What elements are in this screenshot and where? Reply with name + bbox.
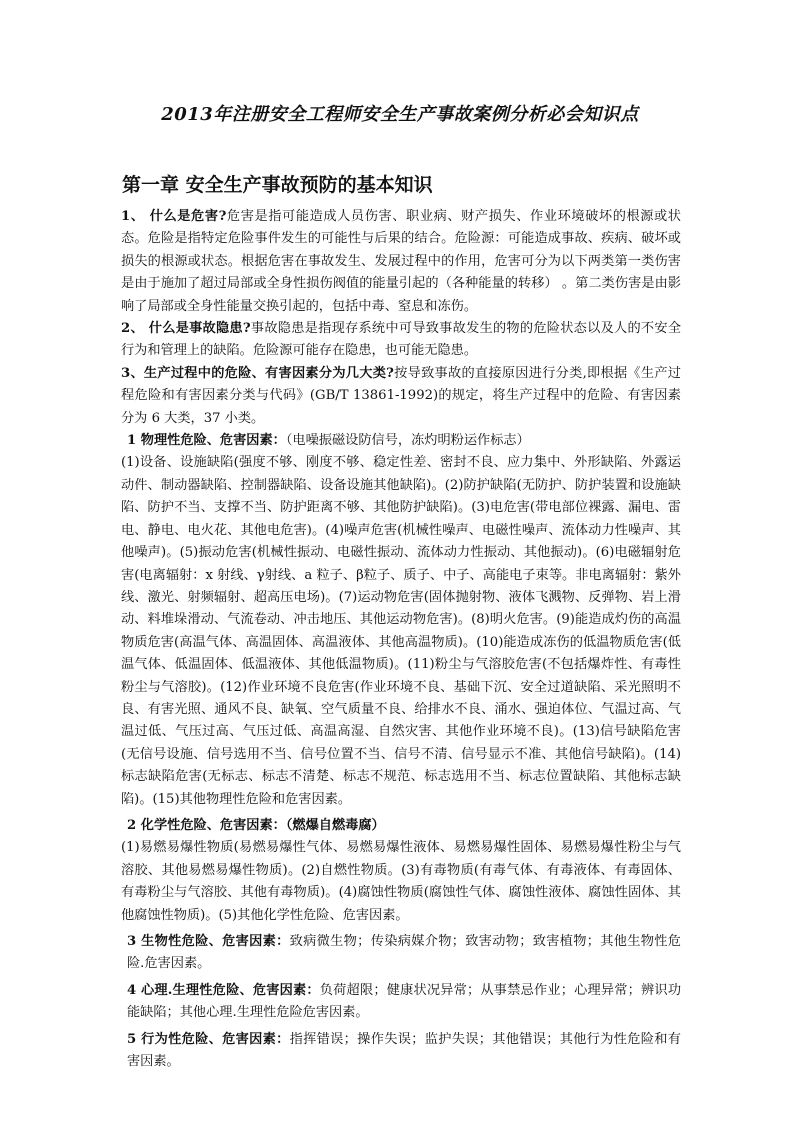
question-1-heading: 1、 什么是危害?: [121, 209, 227, 224]
category-2-heading: [121, 815, 681, 837]
category-1: [121, 430, 681, 452]
category-2-heading-text: 2 化学性危险、危害因素：（燃爆自燃毒腐）: [127, 817, 385, 833]
question-2-text: 事故隐患是指现存系统中可导致事故发生的物的危险状态以及人的不安全行为和管理上的缺陷。危险源可能存在隐患，也可能无隐患。: [121, 321, 682, 359]
question-2-heading: 2、 什么是事故隐患?: [121, 321, 251, 337]
category-5-text: 指挥错误；操作失误；监护失误；其他错误；其他行为性危险和有害因素。: [127, 1031, 681, 1070]
category-5-heading: 5 行为性危险、危害因素：: [127, 1031, 290, 1047]
question-2: [121, 318, 681, 363]
category-1-note: （电噪振磁设防信号，冻灼明粉运作标志）: [285, 433, 530, 449]
category-4-heading: 4 心理.生理性危险、危害因素：: [127, 982, 320, 998]
question-3-text: 按导致事故的直接原因进行分类,即根据《生产过程危险和有害因素分类与代码》(GB/T 13861-1992)的规定，将生产过程中的危险、有害因素分为 6 大类，37 小类。: [121, 365, 681, 426]
category-5: [121, 1029, 681, 1074]
chapter-heading: 第一章 安全生产事故预防的基本知识: [122, 174, 433, 196]
question-1-text: 危害是指可能造成人员伤害、职业病、财产损失、作业环境破坏的根源或状态。危险是指特定危险事件发生的可能性与后果的结合。危险源：可能造成事故、疾病、破坏或损失的根源或状态。根据危害在事故发生、发展过程中的作用，危害可分为以下两类第一类伤害是由于施加了超过局部或全身性损伤阀值的能量引起的（各种能量的转移） 。第二类伤害是由影响了局部或全身性能量交换引起的，包括中毒、窒息和冻伤。: [121, 209, 681, 314]
document-title: 2013年注册安全工程师安全生产事故案例分析必会知识点: [161, 104, 639, 125]
category-3-text: 致病微生物；传染病媒介物；致害动物；致害植物；其他生物性危险.危害因素。: [127, 934, 681, 972]
category-2-text: (1)易燃易爆性物质(易燃易爆性气体、易燃易爆性液体、易燃易爆性固体、易燃易爆性粉尘与气溶胶、其他易燃易爆性物质)。(2)自燃性物质。(3)有毒物质(有毒气体、有毒液体、有毒固体、有毒粉尘与气溶胶、其他有毒物质)。(4)腐蚀性物质(腐蚀性气体、腐蚀性液体、腐蚀性固体、其他腐蚀性物质)。(5)其他化学性危险、危害因素。: [121, 840, 681, 923]
category-1-text: (1)设备、设施缺陷(强度不够、刚度不够、稳定性差、密封不良、应力集中、外形缺陷、外露运动件、制动器缺陷、控制器缺陷、设备设施其他缺陷)。(2)防护缺陷(无防护、防护装置和设施缺陷、防护不当、支撑不当、防护距离不够、其他防护缺陷)。(3)电危害(带电部位裸露、漏电、雷电、静电、电火花、其他电危害)。(4)噪声危害(机械性噪声、电磁性噪声、流体动力性噪声、其他噪声)。(5)振动危害(机械性振动、电磁性振动、流体动力性振动、其他振动)。(6)电磁辐射危害(电离辐射：x 射线、γ射线、a 粒子、β粒子、质子、中子、高能电子束等。非电离辐射：紫外线、激光、射频辐射、超高压电场)。(7)运动物危害(固体抛射物、液体飞溅物、反弹物、岩上滑动、料堆垛滑动、气流卷动、冲击地压、其他运动物危害)。(8)明火危害。(9)能造成灼伤的高温物质危害(高温气体、高温固体、高温液体、其他高温物质)。(10)能造成冻伤的低温物质危害(低温气体、低温固体、低温液体、其他低温物质)。(11)粉尘与气溶胶危害(不包括爆炸性、有毒性粉尘与气溶胶)。(12)作业环境不良危害(作业环境不良、基础下沉、安全过道缺陷、采光照明不良、有害光照、通风不良、缺氧、空气质量不良、给排水不良、涌水、强迫体位、气温过高、气温过低、气压过高、气压过低、高温高湿、自然灾害、其他作业环境不良)。(13)信号缺陷危害(无信号设施、信号选用不当、信号位置不当、信号不清、信号显示不准、其他信号缺陷)。(14)标志缺陷危害(无标志、标志不清楚、标志不规范、标志选用不当、标志位置缺陷、其他标志缺陷)。(15)其他物理性危险和危害因素。: [121, 455, 681, 807]
question-1: [121, 206, 681, 318]
question-3-heading: 3、生产过程中的危险、有害因素分为几大类?: [121, 365, 394, 381]
category-1-heading: 1 物理性危险、危害因素：: [127, 433, 286, 449]
category-3: [121, 931, 681, 976]
category-4-text: 负荷超限；健康状况异常；从事禁忌作业；心理异常；辨识功能缺陷；其他心理.生理性危险危害因素。: [127, 982, 682, 1021]
document-body: [121, 206, 681, 1073]
category-3-heading: 3 生物性危险、危害因素：: [127, 934, 290, 949]
category-4: [121, 980, 681, 1025]
question-3: [121, 363, 681, 430]
